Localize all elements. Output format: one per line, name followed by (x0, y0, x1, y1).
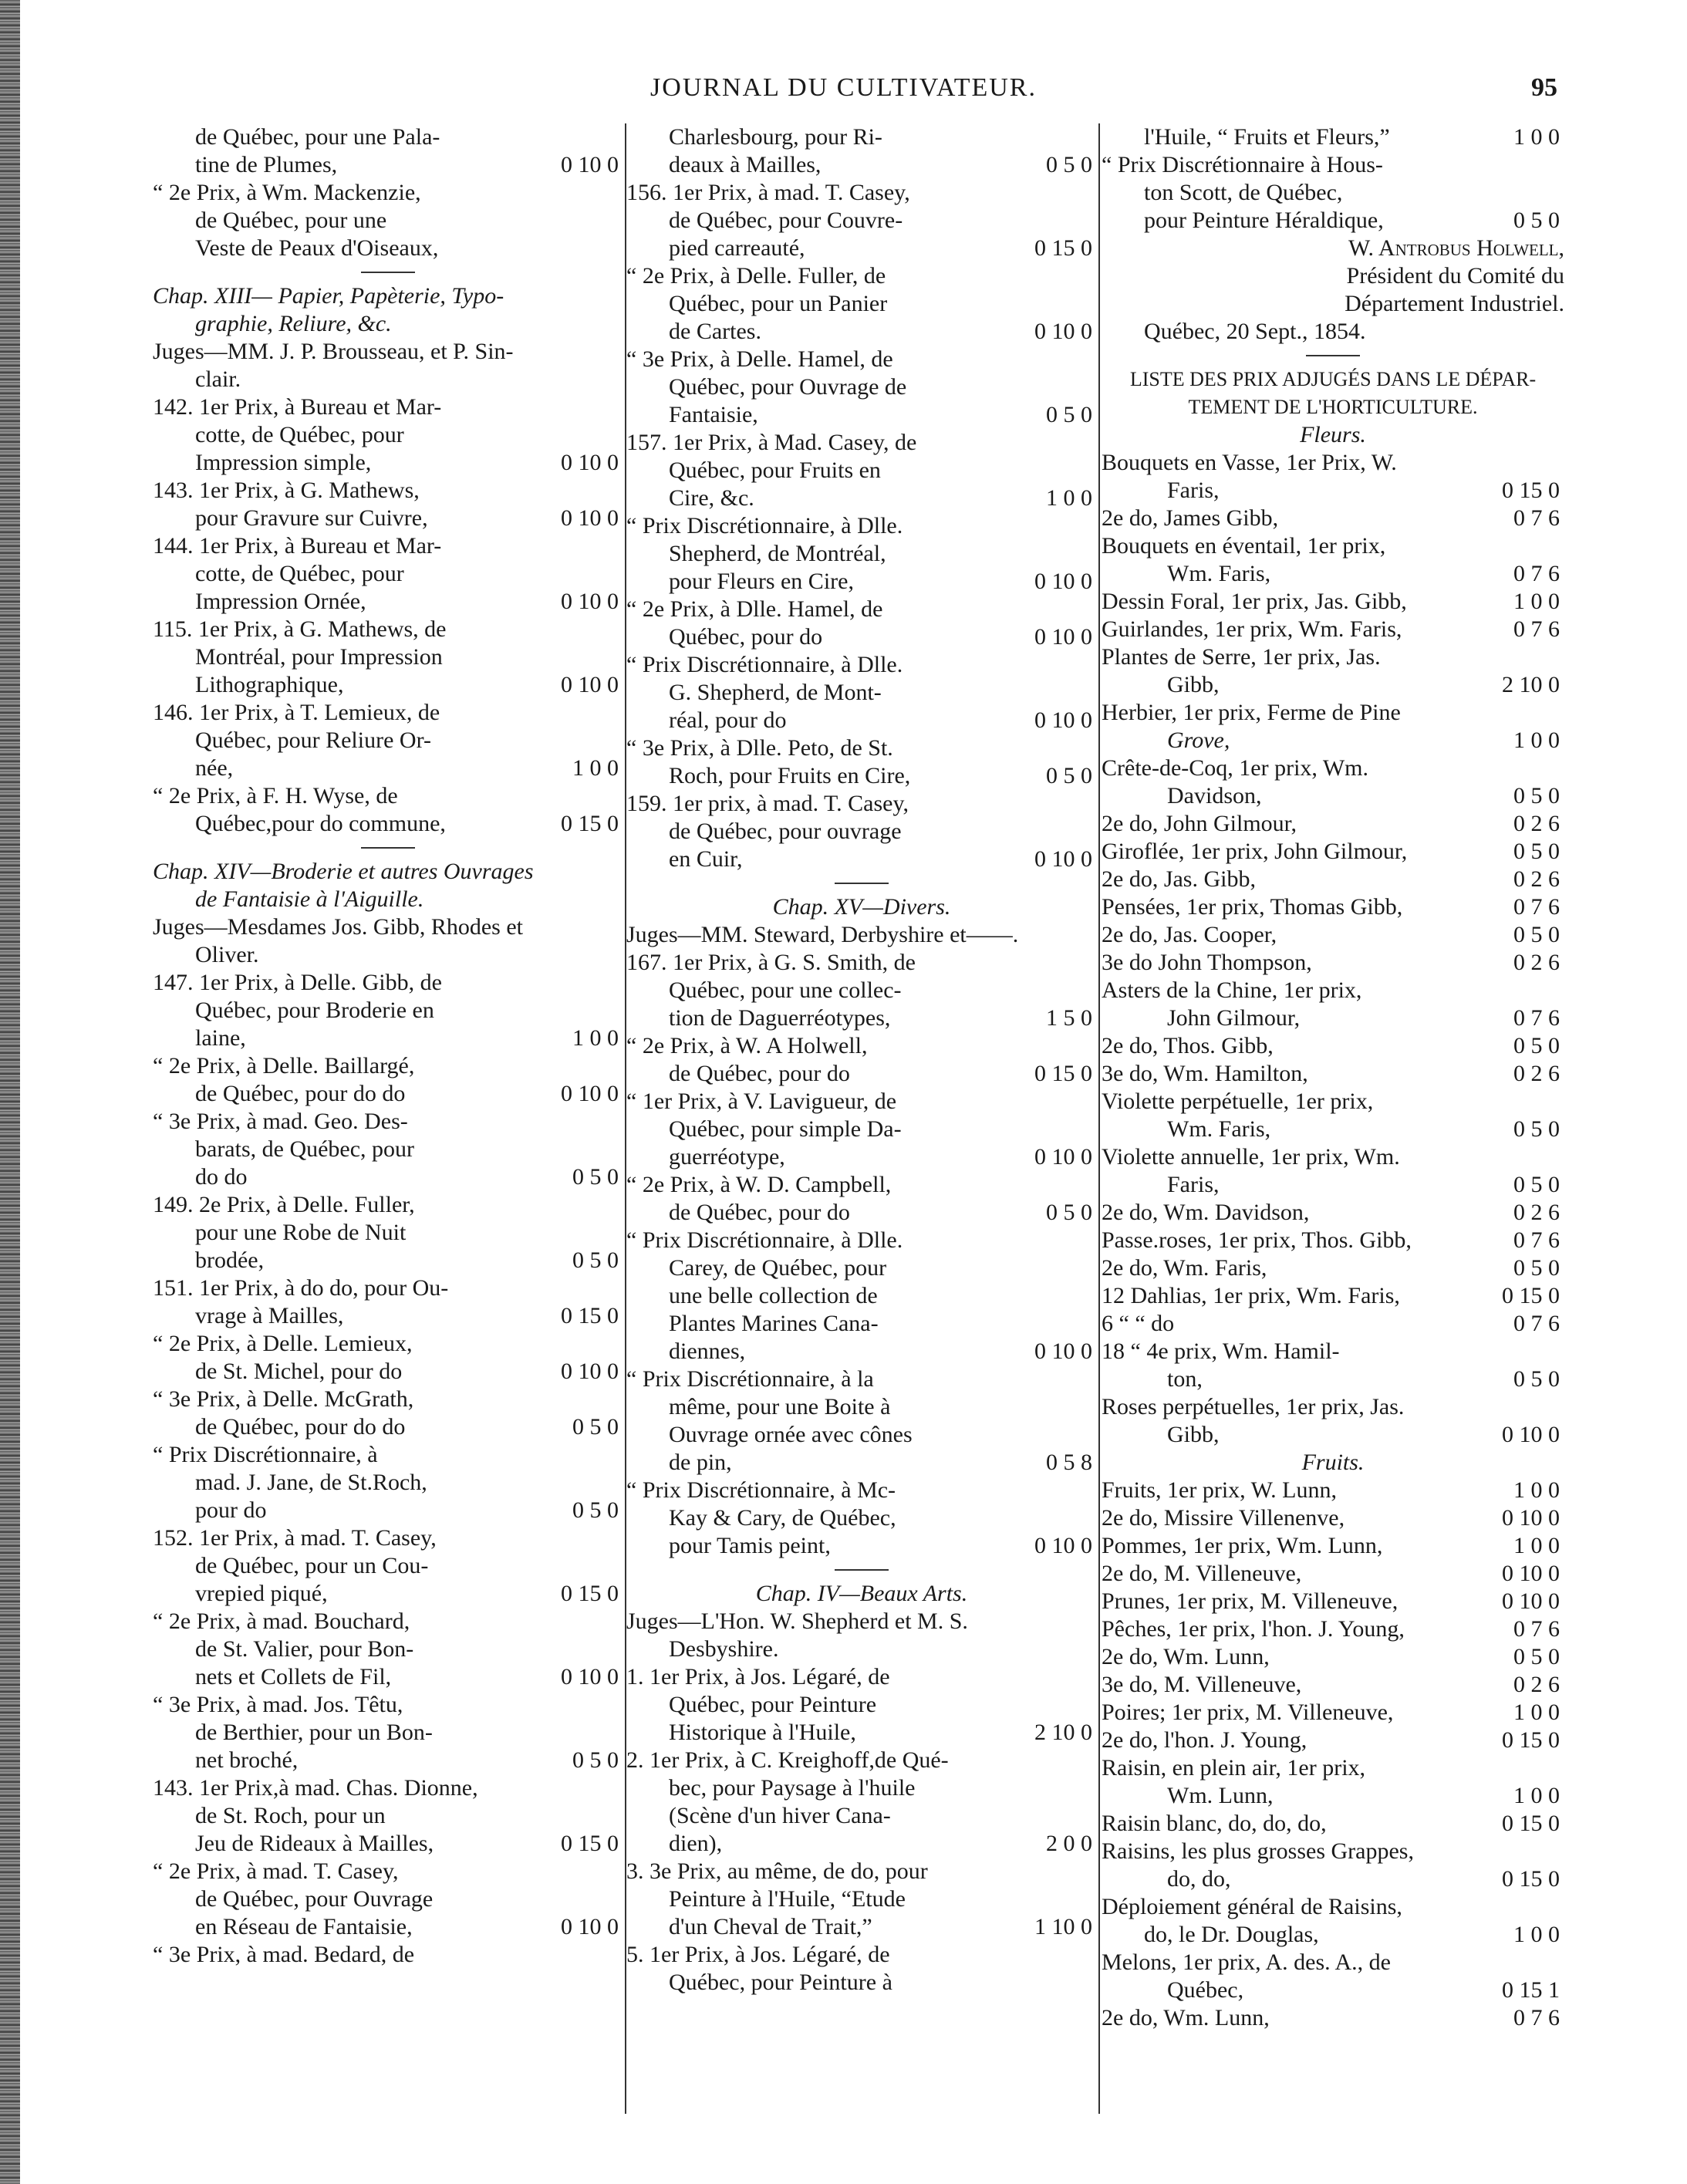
prize-amount: 0 5 0 (572, 1414, 619, 1440)
prize-amount: 0 10 0 (1502, 1422, 1560, 1447)
prize-line: guerréotype, 0 10 0 (626, 1143, 1097, 1171)
text-line: “ 2e Prix, à F. H. Wyse, de (153, 783, 398, 808)
text-line: “ Prix Discrétionnaire, à la (626, 1366, 874, 1392)
prize-line: Québec, pour do 0 10 0 (626, 623, 1097, 651)
text-line: “ Prix Discrétionnaire, à Mc- (626, 1477, 896, 1503)
text-line: bec, pour Paysage à l'huile (669, 1775, 916, 1801)
prize-amount: 0 5 0 (572, 1497, 619, 1523)
prize-line: do, le Dr. Douglas, 1 0 0 (1102, 1921, 1564, 1949)
prize-line: de St. Michel, pour do 0 10 0 (153, 1358, 623, 1386)
prize-amount: 0 15 0 (561, 1831, 619, 1856)
prize-amount: 0 10 0 (1034, 1338, 1092, 1364)
column-middle (626, 123, 1097, 1997)
prize-line: Faris, 0 15 0 (1102, 477, 1564, 505)
text-line: Bouquets en Vasse, 1er Prix, W. (1102, 450, 1397, 475)
prize-amount: 0 10 0 (1034, 319, 1092, 344)
chapter-heading: de Fantaisie à l'Aiguille. (195, 886, 424, 912)
text-line: Veste de Peaux d'Oiseaux, (195, 235, 439, 261)
prize-line: laine, 1 0 0 (153, 1024, 623, 1052)
text-line: ton Scott, de Québec, (1144, 180, 1343, 205)
text-line: Peinture à l'Huile, “Etude (669, 1886, 906, 1912)
prize-amount: 0 15 0 (561, 1303, 619, 1328)
text-line: Crête-de-Coq, 1er prix, Wm. (1102, 755, 1369, 781)
prize-amount: 0 15 0 (1502, 478, 1560, 503)
section-separator (626, 873, 1097, 893)
text-line: Plantes de Serre, 1er prix, Jas. (1102, 644, 1381, 670)
prize-amount: 0 7 6 (1513, 1005, 1560, 1031)
section-separator (153, 262, 623, 282)
text-line: 159. 1er prix, à mad. T. Casey, (626, 791, 909, 816)
text-line: 5. 1er Prix, à Jos. Légaré, de (626, 1942, 890, 1967)
prize-line: Cire, &c. 1 0 0 (626, 484, 1097, 512)
prize-amount: 1 0 0 (1513, 589, 1560, 614)
text-line: “ Prix Discrétionnaire à Hous- (1102, 152, 1383, 177)
prize-line: de Cartes. 0 10 0 (626, 318, 1097, 346)
text-line: “ Prix Discrétionnaire, à Dlle. (626, 1227, 903, 1253)
text-line: “ 2e Prix, à Wm. Mackenzie, (153, 180, 421, 205)
prize-amount: 1 0 0 (1513, 1533, 1560, 1558)
prize-amount: 0 10 0 (1502, 1561, 1560, 1586)
text-line: Déploiement général de Raisins, (1102, 1894, 1402, 1919)
prize-line: de Québec, pour do do 0 10 0 (153, 1080, 623, 1108)
prize-amount: 0 15 0 (1034, 1061, 1092, 1086)
prize-line: ton, 0 5 0 (1102, 1365, 1564, 1393)
text-line: Violette perpétuelle, 1er prix, (1102, 1089, 1374, 1114)
prize-line: 2e do, John Gilmour, 0 2 6 (1102, 810, 1564, 838)
prize-amount: 0 10 0 (561, 672, 619, 697)
judges-line: Juges—L'Hon. W. Shepherd et M. S. (626, 1608, 968, 1634)
prize-line: 2e do, l'hon. J. Young, 0 15 0 (1102, 1727, 1564, 1754)
prize-line: Wm. Faris, 0 7 6 (1102, 560, 1564, 588)
prize-amount: 0 2 6 (1513, 1672, 1560, 1697)
text-line: “ Prix Discrétionnaire, à (153, 1442, 378, 1467)
text-line: “ 2e Prix, à mad. Bouchard, (153, 1608, 410, 1634)
page-number: 95 (1531, 73, 1557, 102)
text-line: Montréal, pour Impression (195, 644, 443, 670)
prize-line: pour Peinture Héraldique, 0 5 0 (1102, 207, 1564, 235)
text-line: de Québec, pour un Cou- (195, 1553, 429, 1578)
prize-amount: 0 7 6 (1513, 1227, 1560, 1253)
prize-line: Roch, pour Fruits en Cire, 0 5 0 (626, 762, 1097, 790)
prize-line: do do 0 5 0 (153, 1163, 623, 1191)
text-line: de St. Roch, pour un (195, 1803, 386, 1828)
prize-line: nets et Collets de Fil, 0 10 0 (153, 1663, 623, 1691)
prize-amount: 0 15 0 (1502, 1866, 1560, 1892)
prize-line: Impression Ornée, 0 10 0 (153, 588, 623, 616)
prize-amount: 0 7 6 (1513, 561, 1560, 586)
prize-line: 2e do, Wm. Davidson, 0 2 6 (1102, 1199, 1564, 1227)
prize-line: 2e do, Jas. Cooper, 0 5 0 (1102, 921, 1564, 949)
prize-line: en Réseau de Fantaisie, 0 10 0 (153, 1913, 623, 1941)
prize-amount: 0 10 0 (561, 152, 619, 177)
prize-line: d'un Cheval de Trait,” 1 10 0 (626, 1913, 1097, 1941)
prize-amount: 0 15 0 (1502, 1727, 1560, 1753)
text-line: 142. 1er Prix, à Bureau et Mar- (153, 394, 442, 420)
prize-amount: 0 7 6 (1513, 1311, 1560, 1336)
prize-amount: 0 5 8 (1046, 1450, 1092, 1475)
prize-amount: 0 2 6 (1513, 866, 1560, 892)
text-line: “ 2e Prix, à W. A Holwell, (626, 1033, 868, 1058)
text-line: “ 3e Prix, à Delle. McGrath, (153, 1386, 414, 1412)
section-separator (626, 1560, 1097, 1580)
prize-line: Gibb, 2 10 0 (1102, 671, 1564, 699)
text-line: “ 2e Prix, à Delle. Baillargé, (153, 1053, 415, 1078)
judges-line: Oliver. (195, 942, 259, 967)
text-line: de St. Valier, pour Bon- (195, 1636, 414, 1662)
text-line: 157. 1er Prix, à Mad. Casey, de (626, 430, 917, 455)
text-line: Québec, pour Peinture (669, 1692, 877, 1717)
prize-line: 2e do, Missire Villenenve, 0 10 0 (1102, 1504, 1564, 1532)
section-separator (153, 838, 623, 858)
prize-line: Davidson, 0 5 0 (1102, 782, 1564, 810)
prize-amount: 0 5 0 (572, 1247, 619, 1273)
text-line: “ 3e Prix, à mad. Jos. Têtu, (153, 1692, 403, 1717)
prize-amount: 0 15 1 (1502, 1977, 1560, 2003)
column-rule-right (1098, 123, 1100, 2114)
prize-line: Québec, 0 15 1 (1102, 1976, 1564, 2004)
prize-amount: 1 0 0 (1513, 1477, 1560, 1503)
text-line: 18 “ 4e prix, Wm. Hamil- (1102, 1338, 1340, 1364)
prize-line: de Québec, pour do do 0 5 0 (153, 1413, 623, 1441)
text-line: “ 2e Prix, à mad. T. Casey, (153, 1858, 399, 1884)
prize-line: Giroflée, 1er prix, John Gilmour, 0 5 0 (1102, 838, 1564, 866)
text-line: 143. 1er Prix, à G. Mathews, (153, 478, 420, 503)
text-line: Plantes Marines Cana- (669, 1311, 879, 1336)
prize-amount: 0 10 0 (561, 1914, 619, 1939)
text-line: “ 3e Prix, à mad. Geo. Des- (153, 1109, 408, 1134)
text-line: 115. 1er Prix, à G. Mathews, de (153, 616, 447, 642)
prize-line: de Québec, pour do 0 5 0 (626, 1199, 1097, 1227)
prize-line: 2e do, Jas. Gibb, 0 2 6 (1102, 866, 1564, 893)
judges-line: Desbyshire. (669, 1636, 779, 1662)
prize-line: deaux à Mailles, 0 5 0 (626, 151, 1097, 179)
text-line: “ 1er Prix, à V. Lavigueur, de (626, 1089, 897, 1114)
prize-line: Passe.roses, 1er prix, Thos. Gibb, 0 7 6 (1102, 1227, 1564, 1254)
prize-amount: 0 7 6 (1513, 894, 1560, 920)
prize-line: pour Tamis peint, 0 10 0 (626, 1532, 1097, 1560)
chapter-heading: Chap. XIV—Broderie et autres Ouvrages (153, 859, 534, 884)
prize-amount: 0 2 6 (1513, 1061, 1560, 1086)
text-line: une belle collection de (669, 1283, 878, 1308)
prize-line: Lithographique, 0 10 0 (153, 671, 623, 699)
text-line: 143. 1er Prix,à mad. Chas. Dionne, (153, 1775, 478, 1801)
prize-amount: 1 0 0 (1513, 1700, 1560, 1725)
text-line: cotte, de Québec, pour (195, 422, 404, 447)
prize-amount: 1 10 0 (1034, 1914, 1092, 1939)
prize-amount: 0 7 6 (1513, 1616, 1560, 1642)
text-line: Québec, pour une collec- (669, 977, 902, 1003)
prize-line: Pêches, 1er prix, l'hon. J. Young, 0 7 6 (1102, 1615, 1564, 1643)
prize-line: née, 1 0 0 (153, 754, 623, 782)
text-line: 147. 1er Prix, à Delle. Gibb, de (153, 970, 442, 995)
prize-line: brodée, 0 5 0 (153, 1247, 623, 1274)
prize-amount: 0 10 0 (561, 450, 619, 475)
prize-amount: 0 5 0 (1513, 1255, 1560, 1281)
text-line: 3. 3e Prix, au même, de do, pour (626, 1858, 928, 1884)
prize-amount: 0 15 0 (1502, 1283, 1560, 1308)
scanned-page-edge (0, 0, 20, 2184)
prize-amount: 0 5 0 (1046, 402, 1092, 427)
text-line: Québec, pour un Panier (669, 291, 888, 316)
text-line: (Scène d'un hiver Cana- (669, 1803, 891, 1828)
prize-line: tine de Plumes, 0 10 0 (153, 151, 623, 179)
prize-line: 12 Dahlias, 1er prix, Wm. Faris, 0 15 0 (1102, 1282, 1564, 1310)
prize-line: Wm. Lunn, 1 0 0 (1102, 1782, 1564, 1810)
chapter-heading: Chap. XV—Divers. (772, 894, 951, 920)
text-line: Québec, pour Peinture à (669, 1970, 892, 1995)
text-line: “ 3e Prix, à mad. Bedard, de (153, 1942, 415, 1967)
text-line: barats, de Québec, pour (195, 1136, 415, 1162)
prize-line: pour do 0 5 0 (153, 1497, 623, 1524)
text-line: même, pour une Boite à (669, 1394, 891, 1419)
prize-amount: 0 15 0 (1502, 1811, 1560, 1836)
prize-line: pour Fleurs en Cire, 0 10 0 (626, 568, 1097, 596)
column-right (1102, 123, 1564, 2032)
judges-line: Juges—MM. Steward, Derbyshire et——. (626, 922, 1019, 947)
prize-amount: 0 10 0 (1034, 1144, 1092, 1170)
prize-line: Prunes, 1er prix, M. Villeneuve, 0 10 0 (1102, 1588, 1564, 1615)
prize-line: vrage à Mailles, 0 15 0 (153, 1302, 623, 1330)
prize-amount: 0 15 0 (561, 811, 619, 836)
text-line: Bouquets en éventail, 1er prix, (1102, 533, 1386, 559)
prize-amount: 0 5 0 (1513, 783, 1560, 808)
column-left (153, 123, 623, 1969)
prize-line: Fantaisie, 0 5 0 (626, 401, 1097, 429)
prize-amount: 0 5 0 (1513, 1033, 1560, 1058)
prize-amount: 0 5 0 (572, 1164, 619, 1190)
prize-amount: 0 5 0 (1513, 1644, 1560, 1669)
prize-amount: 2 0 0 (1046, 1831, 1092, 1856)
prize-amount: 1 0 0 (1513, 1922, 1560, 1947)
text-line: Raisins, les plus grosses Grappes, (1102, 1838, 1414, 1864)
prize-line: Fruits, 1er prix, W. Lunn, 1 0 0 (1102, 1477, 1564, 1504)
prize-amount: 2 10 0 (1502, 672, 1560, 697)
prize-amount: 0 2 6 (1513, 811, 1560, 836)
prize-line: Jeu de Rideaux à Mailles, 0 15 0 (153, 1830, 623, 1858)
prize-amount: 0 15 0 (561, 1581, 619, 1606)
prize-amount: 0 10 0 (561, 1359, 619, 1384)
prize-line: 2e do, Wm. Faris, 0 5 0 (1102, 1254, 1564, 1282)
prize-amount: 1 0 0 (1513, 1783, 1560, 1808)
text-line: de Québec, pour une Pala- (195, 124, 440, 150)
prize-amount: 0 2 6 (1513, 1200, 1560, 1225)
prize-line: en Cuir, 0 10 0 (626, 846, 1097, 873)
prize-amount: 0 10 0 (1034, 624, 1092, 650)
prize-line: Historique à l'Huile, 2 10 0 (626, 1719, 1097, 1747)
prize-amount: 2 10 0 (1034, 1720, 1092, 1745)
prize-line: 2e do, James Gibb, 0 7 6 (1102, 505, 1564, 532)
prize-line: Grove, 1 0 0 (1102, 727, 1564, 754)
prize-line: 2e do, Wm. Lunn, 0 5 0 (1102, 1643, 1564, 1671)
section-separator (1102, 346, 1564, 366)
prize-line: 2e do, Wm. Lunn, 0 7 6 (1102, 2004, 1564, 2032)
text-line: “ 2e Prix, à W. D. Campbell, (626, 1172, 892, 1197)
prize-amount: 0 5 0 (1513, 1366, 1560, 1392)
text-line: Charlesbourg, pour Ri- (669, 124, 882, 150)
signature-line: Département Industriel. (1345, 291, 1564, 316)
prize-amount: 1 0 0 (572, 755, 619, 781)
prize-amount: 0 5 0 (1513, 922, 1560, 947)
prize-line: de pin, 0 5 8 (626, 1449, 1097, 1477)
text-line: de Québec, pour une (195, 208, 387, 233)
text-line: Québec, pour Fruits en (669, 457, 881, 483)
prize-line: Guirlandes, 1er prix, Wm. Faris, 0 7 6 (1102, 616, 1564, 643)
prize-line: 3e do, Wm. Hamilton, 0 2 6 (1102, 1060, 1564, 1088)
text-line: Québec, pour simple Da- (669, 1116, 902, 1142)
prize-line: John Gilmour, 0 7 6 (1102, 1004, 1564, 1032)
text-line: “ 3e Prix, à Dlle. Peto, de St. (626, 735, 893, 761)
prize-line: pour Gravure sur Cuivre, 0 10 0 (153, 505, 623, 532)
prize-amount: 0 10 0 (1034, 707, 1092, 733)
prize-amount: 0 2 6 (1513, 950, 1560, 975)
text-line: “ Prix Discrétionnaire, à Dlle. (626, 652, 903, 677)
prize-amount: 0 5 0 (1513, 1172, 1560, 1197)
subsection-heading: Fleurs. (1300, 422, 1366, 447)
prize-line: réal, pour do 0 10 0 (626, 707, 1097, 734)
text-line: Québec, pour Broderie en (195, 997, 434, 1023)
text-line: “ 2e Prix, à Dlle. Hamel, de (626, 596, 883, 622)
prize-line: tion de Daguerréotypes, 1 5 0 (626, 1004, 1097, 1032)
prize-line: Poires; 1er prix, M. Villeneuve, 1 0 0 (1102, 1699, 1564, 1727)
text-line: “ Prix Discrétionnaire, à Dlle. (626, 513, 903, 538)
prize-amount: 0 5 0 (1513, 208, 1560, 233)
prize-line: 3e do John Thompson, 0 2 6 (1102, 949, 1564, 977)
text-line: Shepherd, de Montréal, (669, 541, 886, 566)
text-line: 149. 2e Prix, à Delle. Fuller, (153, 1192, 415, 1217)
signature-line: W. Antrobus Holwell, (1348, 235, 1564, 261)
running-title: JOURNAL DU CULTIVATEUR. (650, 73, 1037, 102)
text-line: de Berthier, pour un Bon- (195, 1720, 433, 1745)
text-line: Herbier, 1er prix, Ferme de Pine (1102, 700, 1401, 725)
prize-amount: 0 5 0 (1513, 839, 1560, 864)
prize-line: de Québec, pour do 0 15 0 (626, 1060, 1097, 1088)
prize-amount: 1 0 0 (572, 1025, 619, 1051)
text-line: 152. 1er Prix, à mad. T. Casey, (153, 1525, 437, 1551)
text-line: “ 3e Prix, à Delle. Hamel, de (626, 346, 893, 372)
text-line: mad. J. Jane, de St.Roch, (195, 1470, 427, 1495)
prize-amount: 0 7 6 (1513, 616, 1560, 642)
text-line: Melons, 1er prix, A. des. A., de (1102, 1949, 1391, 1975)
prize-line: pied carreauté, 0 15 0 (626, 235, 1097, 262)
prize-line: 2e do, Thos. Gibb, 0 5 0 (1102, 1032, 1564, 1060)
prize-line: l'Huile, “ Fruits et Fleurs,” 1 0 0 (1102, 123, 1564, 151)
prize-line: Québec,pour do commune, 0 15 0 (153, 810, 623, 838)
prize-amount: 0 10 0 (561, 1664, 619, 1689)
prize-amount: 0 10 0 (561, 1081, 619, 1106)
text-line: 1. 1er Prix, à Jos. Légaré, de (626, 1664, 890, 1689)
prize-line: Impression simple, 0 10 0 (153, 449, 623, 477)
prize-line: Dessin Foral, 1er prix, Jas. Gibb, 1 0 0 (1102, 588, 1564, 616)
prize-amount: 0 10 0 (561, 589, 619, 614)
text-line: Ouvrage ornée avec cônes (669, 1422, 913, 1447)
chapter-heading: graphie, Reliure, &c. (195, 311, 392, 336)
text-line: G. Shepherd, de Mont- (669, 680, 882, 705)
prize-line: net broché, 0 5 0 (153, 1747, 623, 1774)
prize-line: diennes, 0 10 0 (626, 1338, 1097, 1365)
prize-line: vrepied piqué, 0 15 0 (153, 1580, 623, 1608)
text-line: 2. 1er Prix, à C. Kreighoff,de Qué- (626, 1747, 949, 1773)
text-line: Québec, pour Ouvrage de (669, 374, 907, 400)
prize-amount: 1 0 0 (1513, 727, 1560, 753)
text-line: de Québec, pour Couvre- (669, 208, 903, 233)
prize-amount: 0 10 0 (1502, 1588, 1560, 1614)
prize-line: Gibb, 0 10 0 (1102, 1421, 1564, 1449)
text-line: Kay & Cary, de Québec, (669, 1505, 896, 1531)
prize-amount: 0 7 6 (1513, 2005, 1560, 2030)
prize-line: Raisin blanc, do, do, do, 0 15 0 (1102, 1810, 1564, 1838)
date-line: Québec, 20 Sept., 1854. (1144, 319, 1366, 344)
list-heading: LISTE DES PRIX ADJUGÉS DANS LE DÉPAR- (1129, 368, 1537, 390)
text-line: 167. 1er Prix, à G. S. Smith, de (626, 950, 916, 975)
text-line: Carey, de Québec, pour (669, 1255, 887, 1281)
text-line: 156. 1er Prix, à mad. T. Casey, (626, 180, 910, 205)
text-line: de Québec, pour ouvrage (669, 819, 902, 844)
prize-amount: 1 0 0 (1046, 485, 1092, 511)
subsection-heading: Fruits. (1301, 1450, 1365, 1475)
prize-line: 3e do, M. Villeneuve, 0 2 6 (1102, 1671, 1564, 1699)
judges-line: clair. (195, 366, 241, 392)
prize-amount: 0 5 0 (1513, 1116, 1560, 1142)
prize-line: do, do, 0 15 0 (1102, 1865, 1564, 1893)
prize-amount: 1 0 0 (1513, 124, 1560, 150)
prize-amount: 0 10 0 (1034, 846, 1092, 872)
prize-line: Pensées, 1er prix, Thomas Gibb, 0 7 6 (1102, 893, 1564, 921)
text-line: Roses perpétuelles, 1er prix, Jas. (1102, 1394, 1405, 1419)
prize-line: 2e do, M. Villeneuve, 0 10 0 (1102, 1560, 1564, 1588)
prize-amount: 1 5 0 (1046, 1005, 1092, 1031)
text-line: 146. 1er Prix, à T. Lemieux, de (153, 700, 440, 725)
prize-line: Pommes, 1er prix, Wm. Lunn, 1 0 0 (1102, 1532, 1564, 1560)
text-line: cotte, de Québec, pour (195, 561, 404, 586)
text-line: pour une Robe de Nuit (195, 1220, 407, 1245)
text-line: Raisin, en plein air, 1er prix, (1102, 1755, 1366, 1781)
prize-amount: 0 10 0 (1034, 569, 1092, 594)
text-line: 151. 1er Prix, à do do, pour Ou- (153, 1275, 449, 1301)
prize-line: Wm. Faris, 0 5 0 (1102, 1116, 1564, 1143)
prize-amount: 0 10 0 (1034, 1533, 1092, 1558)
text-line: “ 2e Prix, à Delle. Lemieux, (153, 1331, 413, 1356)
text-line: Violette annuelle, 1er prix, Wm. (1102, 1144, 1400, 1170)
prize-amount: 0 5 0 (1046, 1200, 1092, 1225)
prize-line: Faris, 0 5 0 (1102, 1171, 1564, 1199)
prize-line: dien), 2 0 0 (626, 1830, 1097, 1858)
text-line: Québec, pour Reliure Or- (195, 727, 431, 753)
judges-line: Juges—MM. J. P. Brousseau, et P. Sin- (153, 339, 514, 364)
prize-line: 6 “ “ do 0 7 6 (1102, 1310, 1564, 1338)
text-line: 144. 1er Prix, à Bureau et Mar- (153, 533, 442, 559)
chapter-heading: Chap. IV—Beaux Arts. (755, 1581, 968, 1606)
prize-amount: 0 5 0 (572, 1747, 619, 1773)
prize-amount: 0 15 0 (1034, 235, 1092, 261)
prize-amount: 0 5 0 (1046, 763, 1092, 788)
prize-amount: 0 5 0 (1046, 152, 1092, 177)
text-line: “ 2e Prix, à Delle. Fuller, de (626, 263, 886, 289)
list-heading: TEMENT DE L'HORTICULTURE. (1188, 396, 1478, 418)
text-line: de Québec, pour Ouvrage (195, 1886, 434, 1912)
prize-amount: 0 10 0 (1502, 1505, 1560, 1531)
judges-line: Juges—Mesdames Jos. Gibb, Rhodes et (153, 914, 523, 940)
prize-amount: 0 10 0 (561, 505, 619, 531)
signature-line: Président du Comité du (1346, 263, 1564, 289)
prize-amount: 0 7 6 (1513, 505, 1560, 531)
text-line: Asters de la Chine, 1er prix, (1102, 977, 1362, 1003)
chapter-heading: Chap. XIII— Papier, Papèterie, Typo- (153, 283, 504, 309)
